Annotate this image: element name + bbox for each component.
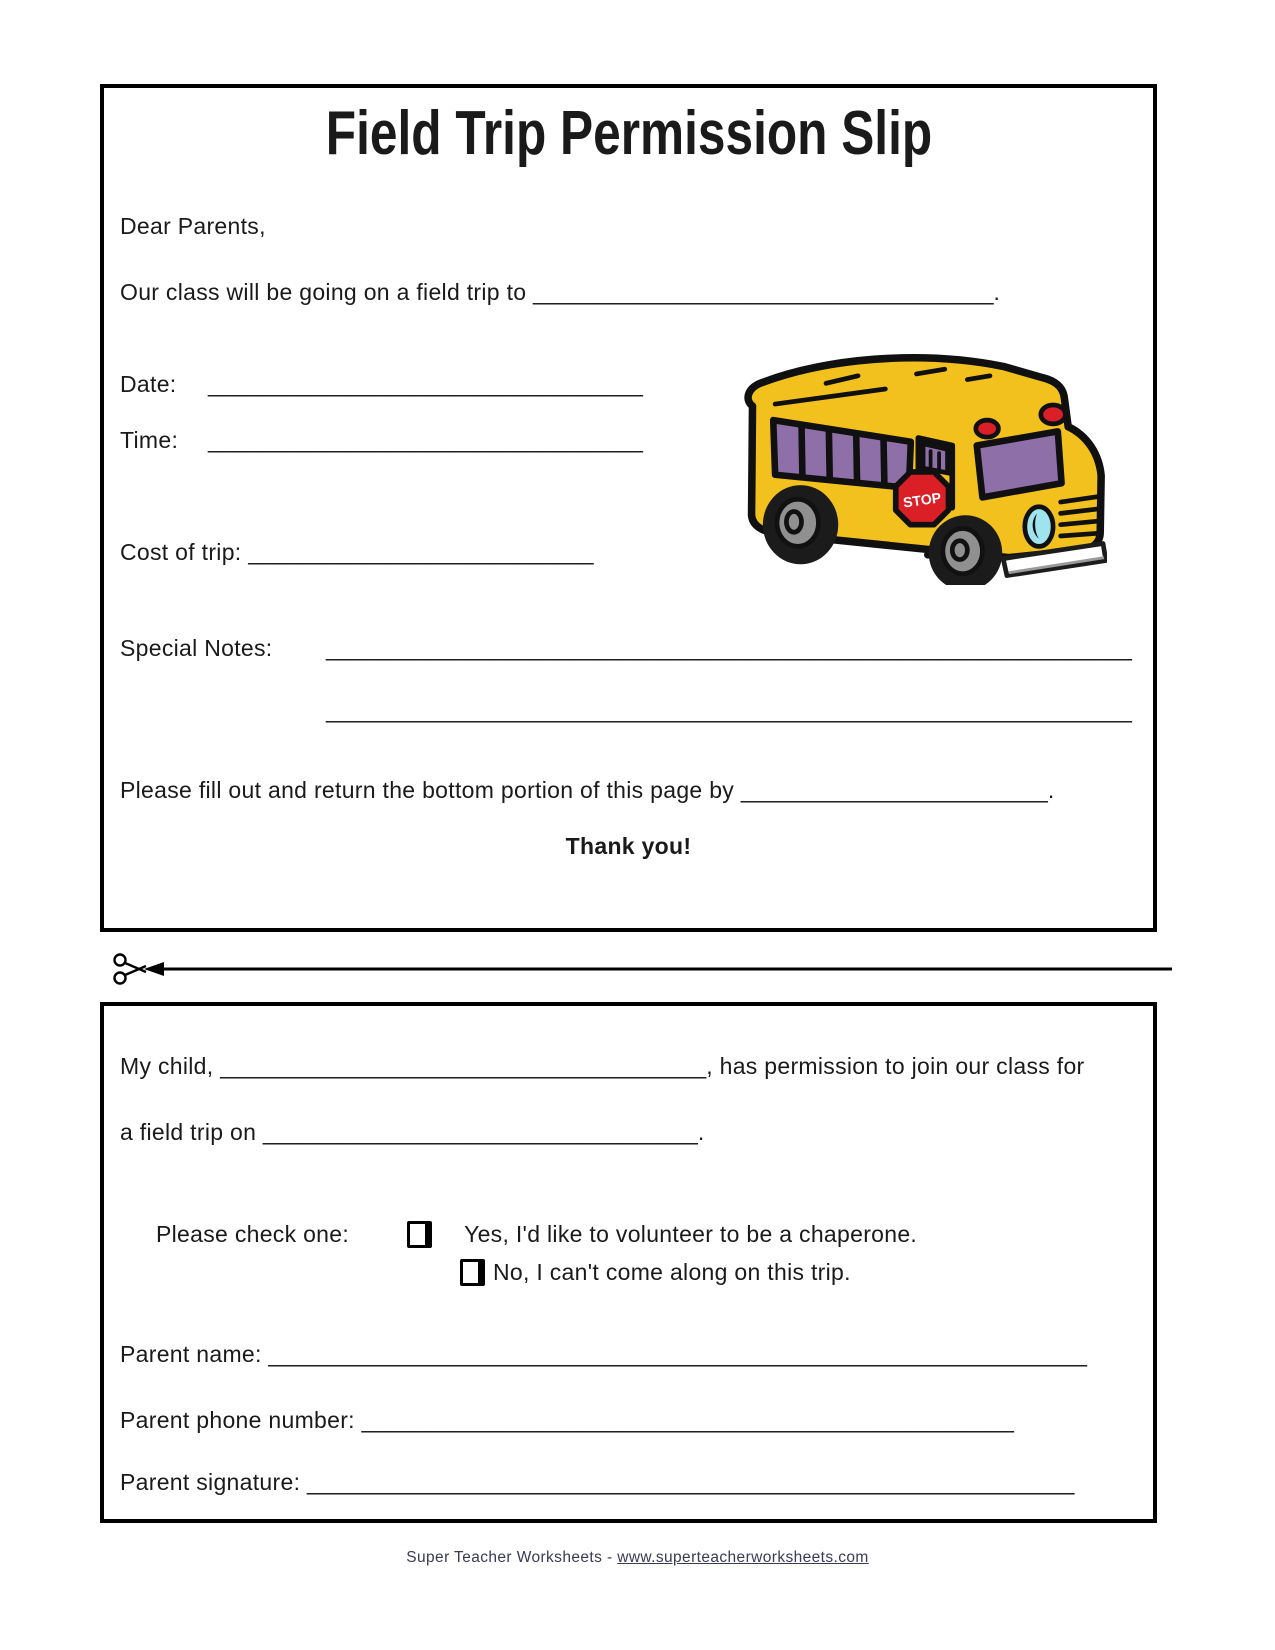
- title-wrap: [120, 98, 1137, 176]
- bottom-slip-section: [100, 1002, 1157, 1523]
- trip-date-line: [120, 1118, 1137, 1146]
- cut-here-line: [110, 948, 1176, 992]
- door-window: [923, 444, 948, 473]
- return-suffix: .: [1047, 777, 1055, 803]
- check-option-yes-row: [120, 1220, 1137, 1248]
- checkbox-yes-icon[interactable]: [407, 1221, 432, 1248]
- rear-wheel: [763, 485, 838, 564]
- child-suffix: , has permission to join our class for: [706, 1053, 1085, 1079]
- destination-blank[interactable]: ____________________________________: [533, 279, 994, 305]
- stop-sign-text: STOP: [902, 489, 943, 511]
- cost-blank[interactable]: ___________________________: [248, 539, 594, 565]
- greeting-text: Dear Parents,: [120, 213, 266, 239]
- parent-signature-blank[interactable]: ____________________________________________________________: [306, 1469, 1075, 1495]
- return-line: [120, 776, 1137, 804]
- parent-phone-row: [120, 1406, 1137, 1434]
- cost-label: Cost of trip:: [120, 539, 249, 565]
- return-by-blank[interactable]: ________________________: [740, 777, 1048, 803]
- check-option-no-row: [120, 1258, 1137, 1286]
- check-prompt: Please check one:: [156, 1221, 350, 1247]
- intro-prefix: Our class will be going on a field trip to: [120, 279, 534, 305]
- headlight: [1025, 507, 1053, 547]
- time-blank[interactable]: __________________________________: [208, 427, 643, 453]
- notes-blank-2[interactable]: _______________________________________________________________: [326, 697, 1132, 723]
- parent-phone-blank[interactable]: ___________________________________________________: [361, 1407, 1014, 1433]
- option-no-label: No, I can't come along on this trip.: [493, 1259, 851, 1285]
- thank-you-text: Thank you!: [565, 833, 692, 859]
- parent-signature-row: [120, 1468, 1137, 1496]
- school-bus-illustration: [692, 340, 1107, 585]
- intro-line: [120, 278, 1137, 306]
- child-prefix: My child,: [120, 1053, 221, 1079]
- child-line: [120, 1052, 1137, 1080]
- footer-link[interactable]: www.superteacherworksheets.com: [617, 1549, 869, 1566]
- option-yes-label: Yes, I'd like to volunteer to be a chaperone.: [464, 1221, 918, 1247]
- page-title: Field Trip Permission Slip: [325, 99, 932, 168]
- scissors-icon: [115, 955, 147, 984]
- intro-suffix: .: [993, 279, 1001, 305]
- notes-blanks: [326, 634, 1132, 724]
- notes-blank-1[interactable]: _______________________________________________________________: [326, 635, 1132, 661]
- child-name-blank[interactable]: ______________________________________: [220, 1053, 707, 1079]
- time-label: Time:: [120, 427, 179, 453]
- parent-signature-label: Parent signature:: [120, 1469, 307, 1495]
- footer-credit-text: Super Teacher Worksheets -: [406, 1549, 618, 1566]
- parent-name-blank[interactable]: ________________________________________________________________: [268, 1341, 1088, 1367]
- footer: [0, 1549, 1275, 1567]
- trip-suffix: .: [697, 1119, 705, 1145]
- parent-name-row: [120, 1340, 1137, 1368]
- notes-label: Special Notes:: [120, 635, 273, 661]
- top-slip-section: [100, 84, 1157, 932]
- trip-date-blank[interactable]: __________________________________: [262, 1119, 698, 1145]
- parent-phone-label: Parent phone number:: [120, 1407, 362, 1433]
- roof-light-front: [1041, 405, 1066, 424]
- date-blank[interactable]: __________________________________: [208, 371, 643, 397]
- checkbox-no-icon[interactable]: [460, 1259, 485, 1286]
- stop-sign: [896, 472, 949, 525]
- trip-prefix: a field trip on: [120, 1119, 263, 1145]
- notes-row: [120, 634, 1137, 724]
- roof-light-rear: [976, 420, 999, 437]
- parent-name-label: Parent name:: [120, 1341, 269, 1367]
- return-prefix: Please fill out and return the bottom portion of this page by: [120, 777, 741, 803]
- windshield: [977, 431, 1062, 497]
- date-label: Date:: [120, 371, 177, 397]
